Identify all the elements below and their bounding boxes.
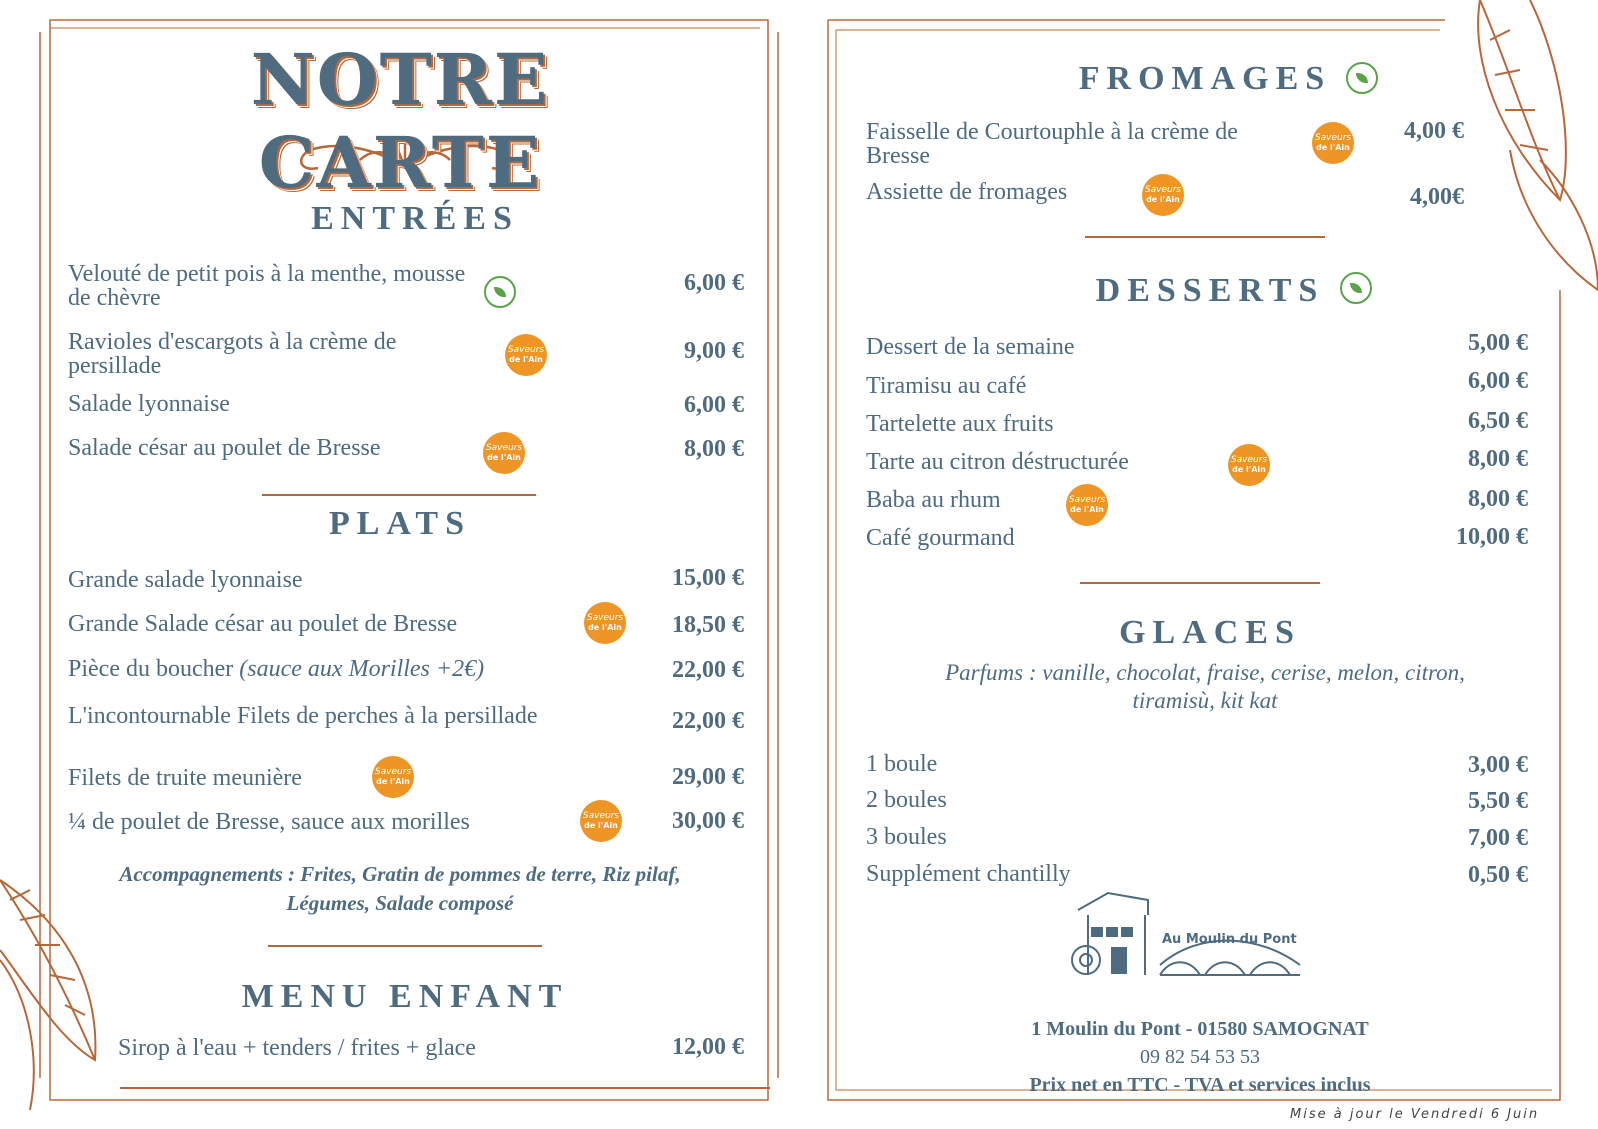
saveurs-ain-icon: Saveurs de l'Ain (1142, 174, 1184, 216)
fromage-item-2: Assiette de fromages (866, 179, 1068, 205)
parfums: Parfums : vanille, chocolat, fraise, cerise, melon, citron, tiramisù, kit kat (945, 660, 1465, 713)
plat-price-6: 30,00 € (672, 808, 744, 834)
entree-price-4: 8,00 € (684, 436, 744, 462)
dessert-price-1: 5,00 € (1468, 330, 1528, 356)
glace-price-3: 7,00 € (1468, 825, 1528, 851)
divider (268, 945, 542, 947)
vegetarien-icon (484, 276, 516, 308)
saveurs-ain-icon: Saveurs de l'Ain (372, 756, 414, 798)
glace-item-3: 3 boules (866, 824, 947, 850)
glace-item-4: Supplément chantilly (866, 861, 1071, 887)
dessert-price-2: 6,00 € (1468, 368, 1528, 394)
plat-item-3: Pièce du boucher (sauce aux Morilles +2€) (68, 656, 485, 682)
plat-price-4: 22,00 € (672, 708, 744, 734)
plat-item-1: Grande salade lyonnaise (68, 567, 303, 593)
plat-item-3-note: (sauce aux Morilles +2€) (239, 656, 485, 682)
heading-desserts: DESSERTS (1095, 272, 1325, 309)
enfant-price-1: 12,00 € (672, 1034, 744, 1060)
saveurs-ain-icon: Saveurs de l'Ain (483, 432, 525, 474)
plat-price-5: 29,00 € (672, 764, 744, 790)
footer-phone: 09 82 54 53 53 (1140, 1046, 1260, 1068)
vegetarien-icon (1340, 272, 1372, 304)
update-date: Mise à jour le Vendredi 6 Juin (1290, 1107, 1540, 1122)
dessert-item-2: Tiramisu au café (866, 373, 1027, 399)
divider (1085, 236, 1325, 238)
dessert-item-3: Tartelette aux fruits (866, 411, 1054, 437)
fromage-price-1: 4,00 € (1404, 118, 1464, 144)
plat-price-2: 18,50 € (672, 612, 744, 638)
divider (1080, 582, 1320, 584)
saveurs-ain-icon: Saveurs de l'Ain (580, 800, 622, 842)
footer-address: 1 Moulin du Pont - 01580 SAMOGNAT (1031, 1018, 1369, 1040)
saveurs-ain-icon: Saveurs de l'Ain (505, 334, 547, 376)
dessert-price-5: 8,00 € (1468, 486, 1528, 512)
heading-glaces: GLACES (1119, 614, 1301, 651)
logo-name: Au Moulin du Pont (1162, 932, 1297, 947)
saveurs-ain-icon: Saveurs de l'Ain (1228, 444, 1270, 486)
vegetarien-icon (1346, 62, 1378, 94)
saveurs-ain-icon: Saveurs de l'Ain (1312, 122, 1354, 164)
footer-note: Prix net en TTC - TVA et services inclus (1029, 1074, 1371, 1096)
plat-item-2: Grande Salade césar au poulet de Bresse (68, 611, 458, 637)
saveurs-ain-icon: Saveurs de l'Ain (1066, 484, 1108, 526)
dessert-item-4: Tarte au citron déstructurée (866, 449, 1129, 475)
plat-item-4: L'incontournable Filets de perches à la persillade (68, 703, 538, 729)
saveurs-ain-icon: Saveurs de l'Ain (584, 602, 626, 644)
dessert-item-5: Baba au rhum (866, 487, 1001, 513)
dessert-price-4: 8,00 € (1468, 446, 1528, 472)
entree-item-2: Ravioles d'escargots à la crème de persillade (68, 329, 397, 379)
plat-item-6: ¼ de poulet de Bresse, sauce aux morilles (68, 809, 470, 835)
glace-price-4: 0,50 € (1468, 862, 1528, 888)
plat-price-3: 22,00 € (672, 657, 744, 683)
heading-menu-enfant: MENU ENFANT (241, 978, 569, 1015)
page-title: NOTRE CARTE (250, 38, 550, 204)
dessert-price-6: 10,00 € (1456, 524, 1528, 550)
dessert-price-3: 6,50 € (1468, 408, 1528, 434)
dessert-item-1: Dessert de la semaine (866, 334, 1075, 360)
fromage-price-2: 4,00€ (1410, 184, 1464, 210)
entree-price-1: 6,00 € (684, 270, 744, 296)
enfant-item-1: Sirop à l'eau + tenders / frites + glace (118, 1035, 476, 1061)
plat-item-5: Filets de truite meunière (68, 765, 302, 791)
entree-item-4: Salade césar au poulet de Bresse (68, 435, 381, 461)
plat-price-1: 15,00 € (672, 565, 744, 591)
entree-price-2: 9,00 € (684, 338, 744, 364)
heading-fromages: FROMAGES (1078, 60, 1332, 97)
dessert-item-6: Café gourmand (866, 525, 1015, 551)
heading-entrees: ENTRÉES (311, 200, 519, 237)
glace-item-1: 1 boule (866, 751, 938, 777)
glace-price-2: 5,50 € (1468, 788, 1528, 814)
leaf-right-icon (1478, 0, 1598, 290)
accompagnements: Accompagnements : Frites, Gratin de pommes de terre, Riz pilaf, Légumes, Salade composé (119, 862, 681, 915)
entree-price-3: 6,00 € (684, 392, 744, 418)
divider (262, 494, 536, 496)
fromage-item-1: Faisselle de Courtouphle à la crème de Bresse (866, 119, 1238, 169)
glace-price-1: 3,00 € (1468, 752, 1528, 778)
entree-item-1: Velouté de petit pois à la menthe, mousse de chèvre (68, 261, 466, 311)
glace-item-2: 2 boules (866, 787, 947, 813)
entree-item-3: Salade lyonnaise (68, 391, 230, 417)
heading-plats: PLATS (328, 505, 472, 542)
